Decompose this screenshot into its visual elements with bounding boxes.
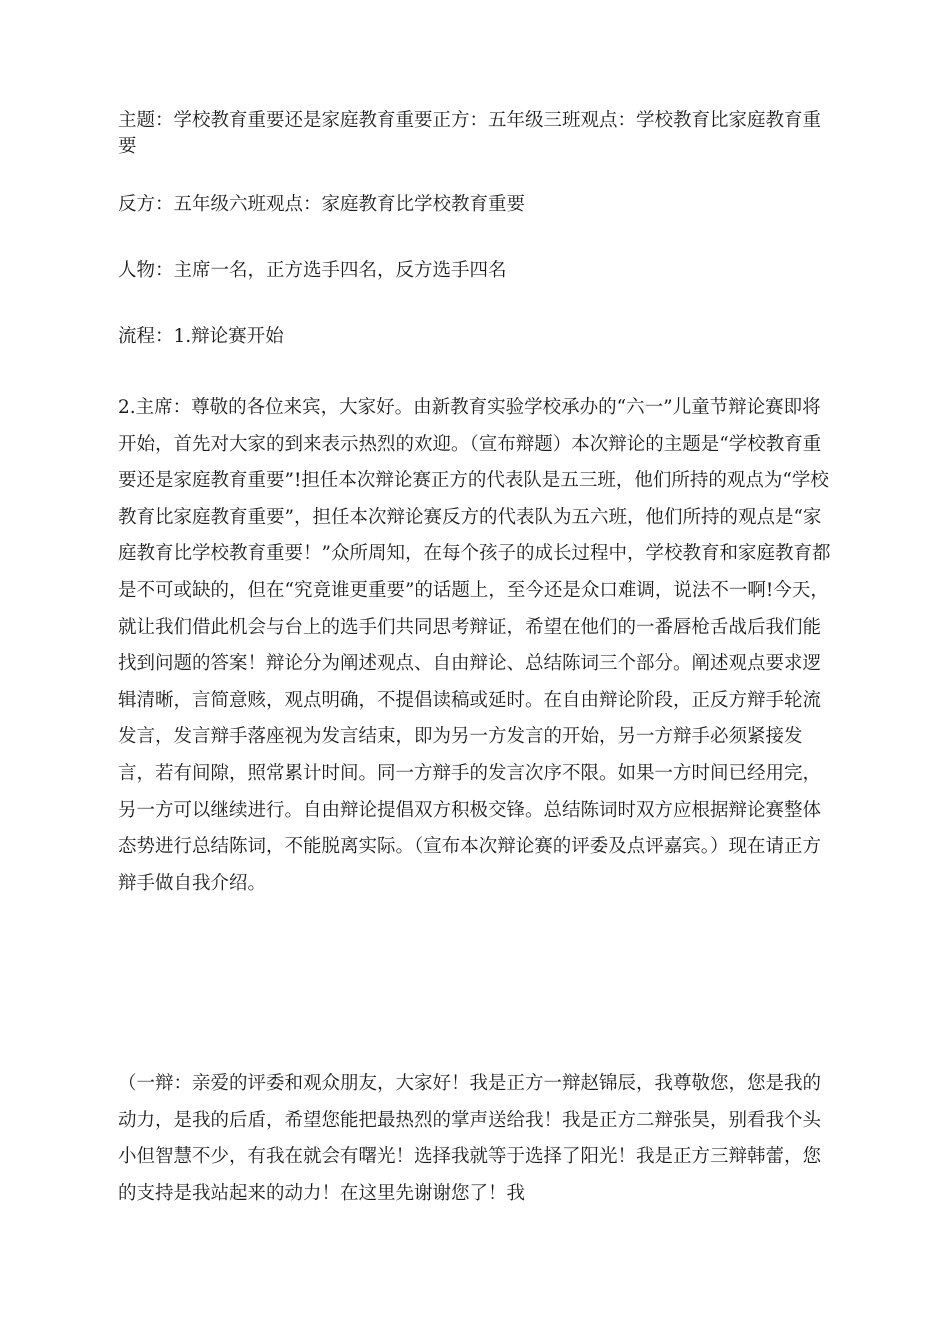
paragraph-participants: 人物：主席一名，正方选手四名，反方选手四名 — [118, 260, 507, 281]
paragraph-topic: 主题：学校教育重要还是家庭教育重要正方：五年级三班观点：学校教育比家庭教育重要 — [118, 110, 822, 157]
paragraph-opposing-side: 反方：五年级六班观点：家庭教育比学校教育重要 — [118, 194, 526, 215]
paragraph-chair-speech: 2.主席：尊敬的各位来宾，大家好。由新教育实验学校承办的“六一”儿童节辩论赛即将开始，首先对大家的到来表示热烈的欢迎。（宣布辩题）本次辩论的主题是“学校教育重要还是家庭教育重要”!担任本次辩论赛正方的代表队是五三班，他们所持的观点为“学校教育比家庭教育重要”，担任本次辩论赛反方的代表队为五六班，他们所持的观点是“家庭教育比学校教育重要！”众所周知，在每个孩子的成长过程中，学校教育和家庭教育都是不可或缺的，但在“究竟谁更重要”的话题上，至今还是众口难调，说法不一啊!今天，就让我们借此机会与台上的选手们共同思考辩证，希望在他们的一番唇枪舌战后我们能找到问题的答案！辩论分为阐述观点、自由辩论、总结陈词三个部分。阐述观点要求逻辑清晰，言简意赅，观点明确，不提倡读稿或延时。在自由辩论阶段，正反方辩手轮流发言，发言辩手落座视为发言结束，即为另一方发言的开始，另一方辩手必须紧接发言，若有间隙，照常累计时间。同一方辩手的发言次序不限。如果一方时间已经用完，另一方可以继续进行。自由辩论提倡双方积极交锋。总结陈词时双方应根据辩论赛整体态势进行总结陈词，不能脱离实际。（宣布本次辩论赛的评委及点评嘉宾。）现在请正方辩手做自我介绍。 — [118, 397, 831, 894]
paragraph-procedure: 流程：1.辩论赛开始 — [118, 326, 284, 347]
paragraph-debater-intro: （一辩：亲爱的评委和观众朋友，大家好！我是正方一辩赵锦辰，我尊敬您，您是我的动力，是我的后盾，希望您能把最热烈的掌声送给我！我是正方二辩张昊，别看我个头小但智慧不少，有我在就会有曙光！选择我就等于选择了阳光！我是正方三辩韩蕾，您的支持是我站起来的动力！在这里先谢谢您了！我 — [118, 1073, 822, 1204]
